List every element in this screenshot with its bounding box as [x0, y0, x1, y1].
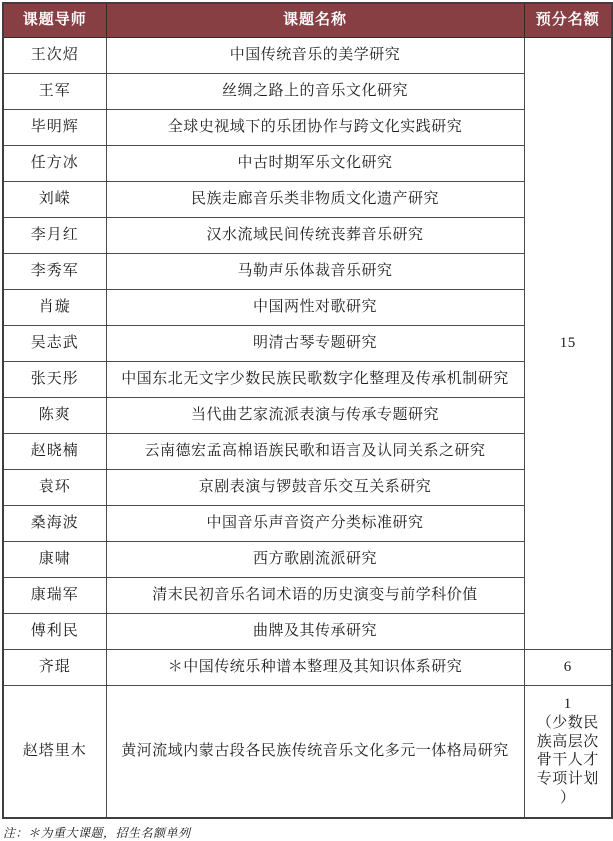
- advisor-topic-quota-table: [2, 2, 613, 819]
- advisor-cell: 傅利民: [3, 613, 106, 649]
- topic-cell: 中国传统音乐的美学研究: [106, 37, 524, 73]
- advisor-cell: 康瑞军: [3, 577, 106, 613]
- topic-cell: 京剧表演与锣鼓音乐交互关系研究: [106, 469, 524, 505]
- table-row: [3, 577, 612, 613]
- advisor-cell: 刘嵘: [3, 181, 106, 217]
- quota-note: （少数民族高层次骨干人才专项计划）: [536, 714, 599, 806]
- advisor-cell: 陈爽: [3, 397, 106, 433]
- table-row: [3, 109, 612, 145]
- advisor-cell: 桑海波: [3, 505, 106, 541]
- advisor-cell: 王次炤: [3, 37, 106, 73]
- table-row: [3, 181, 612, 217]
- topic-cell: 丝绸之路上的音乐文化研究: [106, 73, 524, 109]
- topic-cell: 黄河流域内蒙古段各民族传统音乐文化多元一体格局研究: [106, 685, 524, 818]
- topic-cell: 民族走廊音乐类非物质文化遗产研究: [106, 181, 524, 217]
- table-row: [3, 505, 612, 541]
- table-body: [3, 37, 612, 818]
- table-header-row: [3, 3, 612, 37]
- topic-cell: 中古时期军乐文化研究: [106, 145, 524, 181]
- topic-cell: 云南德宏孟高棉语族民歌和语言及认同关系之研究: [106, 433, 524, 469]
- advisor-cell: 康啸: [3, 541, 106, 577]
- table-row: [3, 325, 612, 361]
- table-row: [3, 145, 612, 181]
- footnote: 注：＊为重大课题，招生名额单列: [3, 826, 191, 840]
- table-row: [3, 649, 612, 685]
- advisor-cell: 张天彤: [3, 361, 106, 397]
- table-row: [3, 433, 612, 469]
- advisor-cell: 吴志武: [3, 325, 106, 361]
- quota-cell: [524, 649, 612, 685]
- table-header: [3, 3, 612, 37]
- topic-cell: 明清古琴专题研究: [106, 325, 524, 361]
- quota-cell: [524, 37, 612, 649]
- quota-value: 6: [563, 658, 572, 675]
- header-advisor: 课题导师: [3, 3, 106, 37]
- topic-cell: 西方歌剧流派研究: [106, 541, 524, 577]
- advisor-cell: 赵晓楠: [3, 433, 106, 469]
- topic-cell: 清末民初音乐名词术语的历史演变与前学科价值: [106, 577, 524, 613]
- advisor-cell: 袁环: [3, 469, 106, 505]
- quota-cell: [524, 685, 612, 818]
- advisor-cell: 王军: [3, 73, 106, 109]
- topic-cell: 中国两性对歌研究: [106, 289, 524, 325]
- table-row: [3, 217, 612, 253]
- advisor-cell: 李秀军: [3, 253, 106, 289]
- table-row: [3, 37, 612, 73]
- advisor-cell: 李月红: [3, 217, 106, 253]
- table-row: [3, 613, 612, 649]
- topic-cell: 马勒声乐体裁音乐研究: [106, 253, 524, 289]
- topic-cell: 曲牌及其传承研究: [106, 613, 524, 649]
- topic-cell: 汉水流域民间传统丧葬音乐研究: [106, 217, 524, 253]
- advisor-cell: 毕明辉: [3, 109, 106, 145]
- topic-cell: 当代曲艺家流派表演与传承专题研究: [106, 397, 524, 433]
- table-row: [3, 253, 612, 289]
- table-row: [3, 73, 612, 109]
- table-row: [3, 397, 612, 433]
- quota-value: 1: [563, 696, 572, 712]
- table-row: [3, 289, 612, 325]
- table-row: [3, 469, 612, 505]
- quota-value: 15: [559, 334, 576, 351]
- table-row: [3, 541, 612, 577]
- topic-cell: 中国音乐声音资产分类标准研究: [106, 505, 524, 541]
- table-row: [3, 685, 612, 818]
- advisor-cell: 齐琨: [3, 649, 106, 685]
- advisor-cell: 任方冰: [3, 145, 106, 181]
- advisor-cell: 肖璇: [3, 289, 106, 325]
- topic-cell: ＊中国传统乐种谱本整理及其知识体系研究: [106, 649, 524, 685]
- table-row: [3, 361, 612, 397]
- topic-cell: 中国东北无文字少数民族民歌数字化整理及传承机制研究: [106, 361, 524, 397]
- advisor-cell: 赵塔里木: [3, 685, 106, 818]
- header-quota: 预分名额: [524, 3, 612, 37]
- header-topic: 课题名称: [106, 3, 524, 37]
- topic-cell: 全球史视域下的乐团协作与跨文化实践研究: [106, 109, 524, 145]
